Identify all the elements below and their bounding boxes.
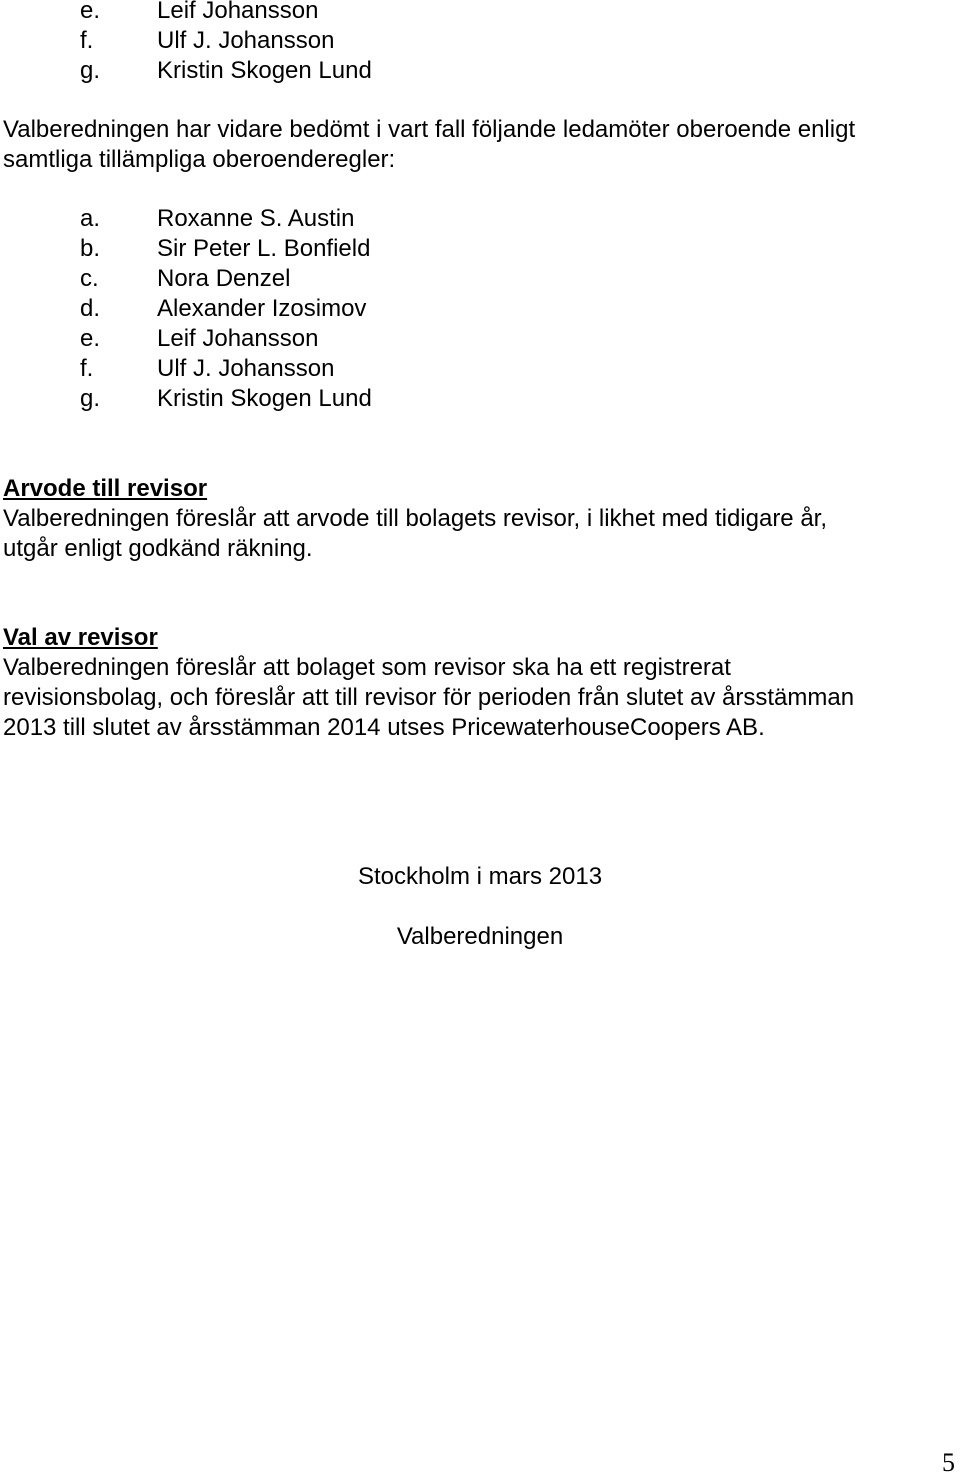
list-marker: f. [80,27,94,54]
list-item [0,0,600,26]
section-heading: Arvode till revisor [3,475,208,502]
list-item [0,204,600,234]
list-marker: f. [80,355,94,382]
list-item-name: Ulf J. Johansson [157,355,335,382]
signer: Valberedningen [396,923,564,950]
list-item [0,294,600,324]
list-item-name: Leif Johansson [157,0,319,24]
list-item [0,324,600,354]
list-item [0,384,600,414]
list-marker: g. [80,57,101,84]
list-item-name: Kristin Skogen Lund [157,57,372,84]
list-marker: a. [80,205,101,232]
list-item [0,234,600,264]
list-item-name: Leif Johansson [157,325,319,352]
list-item-name: Roxanne S. Austin [157,205,355,232]
paragraph-line: revisionsbolag, och föreslår att till revisor för perioden från slutet av årsstämman [3,684,855,711]
list-marker: e. [80,0,101,24]
list-item-name: Ulf J. Johansson [157,27,335,54]
section-heading: Val av revisor [3,624,158,651]
place-date: Stockholm i mars 2013 [357,863,603,890]
list-item [0,354,600,384]
page-number: 5 [942,1448,955,1477]
list-marker: g. [80,385,101,412]
paragraph-line: 2013 till slutet av årsstämman 2014 utses PricewaterhouseCoopers AB. [3,714,765,741]
list-item-name: Alexander Izosimov [157,295,367,322]
paragraph-line: Valberedningen föreslår att bolaget som revisor ska ha ett registrerat [3,654,731,681]
list-item [0,56,600,86]
paragraph-line: samtliga tillämpliga oberoenderegler: [3,146,396,173]
list-item-name: Nora Denzel [157,265,291,292]
list-item [0,264,600,294]
list-marker: e. [80,325,101,352]
list-item-name: Sir Peter L. Bonfield [157,235,371,262]
list-marker: c. [80,265,99,292]
list-marker: b. [80,235,101,262]
list-item-name: Kristin Skogen Lund [157,385,372,412]
paragraph-line: Valberedningen föreslår att arvode till bolagets revisor, i likhet med tidigare år, [3,505,828,532]
paragraph-line: Valberedningen har vidare bedömt i vart fall följande ledamöter oberoende enligt [3,116,856,143]
list-marker: d. [80,295,101,322]
list-item [0,26,600,56]
paragraph-line: utgår enligt godkänd räkning. [3,535,313,562]
